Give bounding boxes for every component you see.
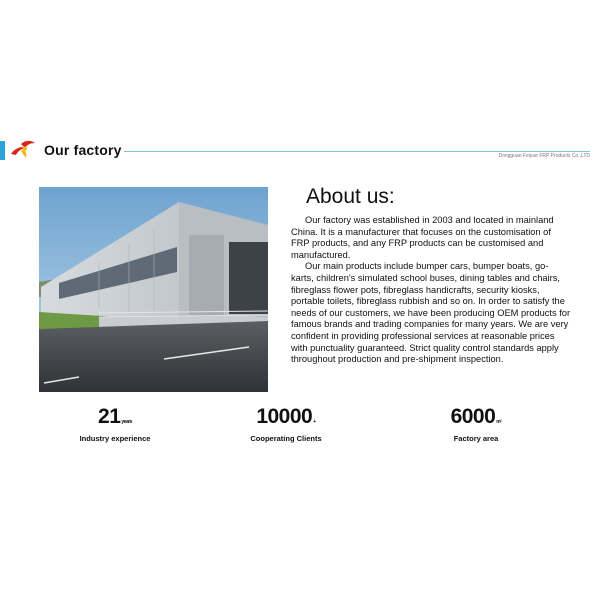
about-paragraph: Our main products include bumper cars, bumper boats, go-karts, children's simulated school buses, dining tables and chairs, fibreglass flower pots, fibreglass handicrafts, security kiosks, portable toilets, fibreglass rubbish and so on. In order to satisfy the needs of our customers, we have been producing OEM products for famous brands and trading companies for many years. We are very confident in providing professional services at reasonable prices with punctuality guaranteed. Strict quality control standards apply throughout production and pre-shipment inspection. [291,261,571,365]
stat-factory-area [416,406,536,443]
stat-value: 10000 [256,405,313,428]
page-title: Our factory [44,142,122,158]
stat-value-line [55,406,175,433]
about-body [291,215,571,366]
stat-unit: m² [496,419,502,425]
company-logo-icon [9,138,37,160]
stat-value-line [226,406,346,433]
stat-label: Industry experience [79,434,151,443]
stat-clients [226,406,346,443]
stat-unit: + [313,419,316,425]
stat-label: Cooperating Clients [250,434,322,443]
stat-label: Factory area [453,434,499,443]
factory-photo [39,187,268,392]
stat-value: 6000 [450,405,496,428]
accent-bar [0,141,5,160]
stat-unit: years [121,419,132,425]
header-divider [124,151,590,152]
stat-value-line [416,406,536,433]
stat-value: 21 [98,405,121,428]
about-title: About us: [306,185,395,208]
about-paragraph: Our factory was established in 2003 and located in mainland China. It is a manufacturer that focuses on the customisation of FRP products, and any FRP products can be customised and manufactured. [291,215,554,260]
company-name: Dongguan Feiyue FRP Products Co.,LTD [498,153,590,159]
stat-experience [55,406,175,443]
